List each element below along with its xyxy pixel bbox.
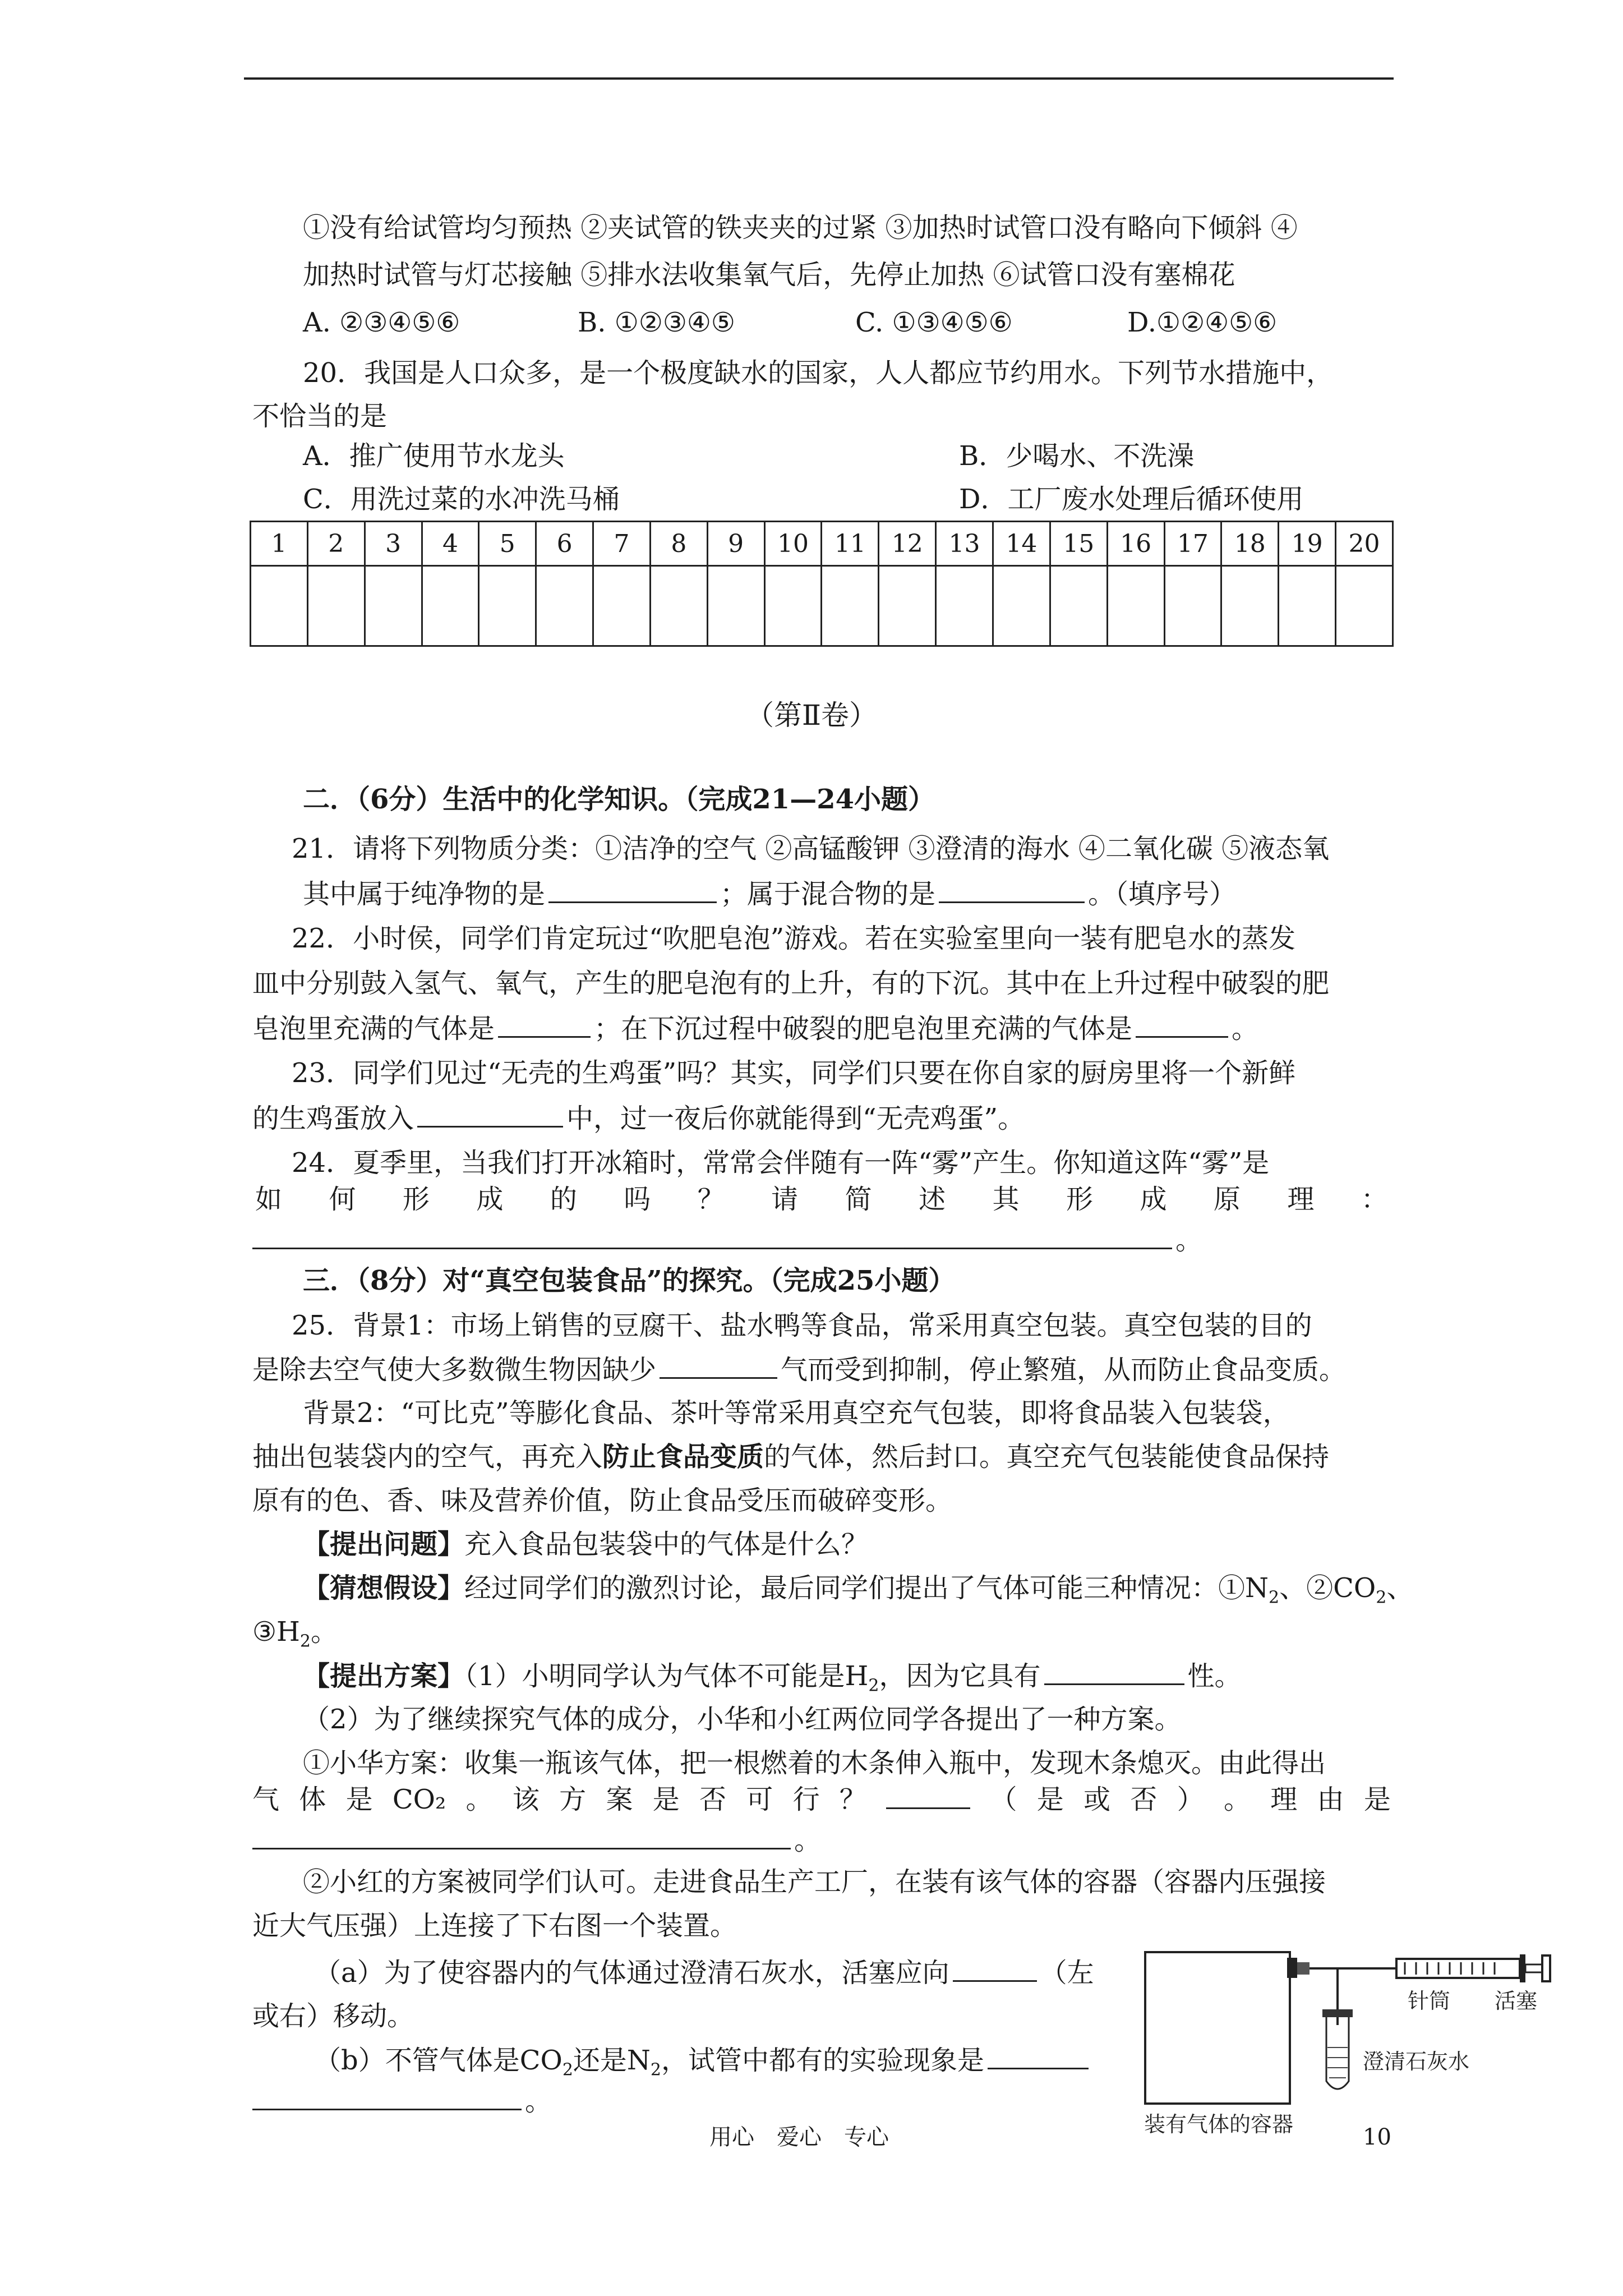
- answer-col-header: 7: [593, 522, 651, 566]
- qa-line2: 或右）移动。: [252, 2000, 414, 2032]
- answer-table-header-row: [251, 522, 1393, 566]
- answer-cell[interactable]: [1164, 566, 1221, 646]
- xiaohua-blank-reason[interactable]: [252, 1823, 791, 1849]
- qa-line1: （a）为了使容器内的气体通过澄清石灰水，活塞应向 （左: [314, 1955, 1094, 1990]
- answer-cell[interactable]: [993, 566, 1050, 646]
- q20-option-a: A．推广使用节水龙头: [303, 440, 565, 472]
- footer-motto: 用心 爱心 专心: [709, 2124, 889, 2150]
- answer-col-header: 3: [365, 522, 422, 566]
- q24-line2: 如 何 形 成 的 吗 ？ 请 简 述 其 形 成 原 理 ：: [255, 1184, 1388, 1215]
- q21-line1: 21．请将下列物质分类：①洁净的空气 ②高锰酸钾 ③澄清的海水 ④二氧化碳 ⑤液态氧: [292, 833, 1330, 864]
- answer-col-header: 15: [1050, 522, 1107, 566]
- syringe-label: 针筒: [1408, 1989, 1451, 2013]
- syringe-plunger-rod: [1525, 1964, 1542, 1972]
- q20-option-d: D．工厂废水处理后循环使用: [959, 484, 1304, 515]
- answer-col-header: 13: [936, 522, 993, 566]
- part2-title: （第Ⅱ卷）: [746, 699, 877, 731]
- apparatus-diagram: [1144, 1947, 1559, 2137]
- q19-option-c: C. ①③④⑤⑥: [855, 307, 1013, 338]
- q20-line1: 20．我国是人口众多，是一个极度缺水的国家，人人都应节约用水。下列节水措施中，: [303, 357, 1334, 389]
- q22-line3: 皂泡里充满的气体是 ；在下沉过程中破裂的肥皂泡里充满的气体是 。: [252, 1011, 1258, 1046]
- hypothesis-line2: $③H_2$。: [252, 1616, 338, 1651]
- bg1-line2: 是除去空气使大多数微生物因缺少 气而受到抑制，停止繁殖，从而防止食品变质。: [252, 1352, 1346, 1387]
- q22-blank-rising[interactable]: [498, 1011, 591, 1038]
- answer-col-header: 16: [1107, 522, 1164, 566]
- q24-line1: 24．夏季里，当我们打开冰箱时，常常会伴随有一阵“雾”产生。你知道这阵“雾”是: [292, 1147, 1270, 1179]
- qb-line2: 。: [252, 2084, 552, 2118]
- q19-option-a: A. ②③④⑤⑥: [303, 307, 460, 338]
- qa-blank-direction[interactable]: [953, 1955, 1037, 1982]
- answer-cell[interactable]: [479, 566, 536, 646]
- container-label: 装有气体的容器: [1144, 2112, 1294, 2137]
- answer-cell[interactable]: [650, 566, 707, 646]
- section3-title: 三．（8分）对“真空包装食品”的探究。（完成25小题）: [303, 1265, 956, 1296]
- q19-line2: 加热时试管与灯芯接触 ⑤排水法收集氧气后，先停止加热 ⑥试管口没有塞棉花: [303, 259, 1235, 291]
- answer-col-header: 18: [1221, 522, 1279, 566]
- answer-col-header: 10: [764, 522, 822, 566]
- answer-col-header: 19: [1279, 522, 1336, 566]
- xiaohua-line3: 。: [252, 1823, 821, 1857]
- q19-option-d: D.①②④⑤⑥: [1127, 307, 1278, 338]
- answer-table-blank-row: [251, 566, 1393, 646]
- limewater-lines: [1327, 2047, 1348, 2078]
- xiaohong-line1: ②小红的方案被同学们认可。走进食品生产工厂，在装有该气体的容器（容器内压强接: [303, 1866, 1326, 1898]
- answer-cell[interactable]: [536, 566, 593, 646]
- syringe-scale: [1405, 1962, 1495, 1975]
- q22-line2: 皿中分别鼓入氢气、氧气，产生的肥皂泡有的上升，有的下沉。其中在上升过程中破裂的肥: [252, 968, 1330, 999]
- answer-cell[interactable]: [1050, 566, 1107, 646]
- answer-col-header: 1: [251, 522, 308, 566]
- bg2-line3: 原有的色、香、味及营养价值，防止食品受压而破碎变形。: [252, 1485, 953, 1516]
- test-tube-stopper: [1322, 2009, 1353, 2017]
- answer-cell[interactable]: [764, 566, 822, 646]
- q20-line2: 不恰当的是: [252, 401, 388, 432]
- q23-line2: 的生鸡蛋放入 中，过一夜后你就能得到“无壳鸡蛋”。: [252, 1101, 1025, 1135]
- xiaohua-blank-yesno[interactable]: [886, 1783, 970, 1809]
- answer-cell[interactable]: [1336, 566, 1393, 646]
- answer-col-header: 5: [479, 522, 536, 566]
- qb-blank-part2[interactable]: [252, 2084, 522, 2110]
- answer-cell[interactable]: [365, 566, 422, 646]
- page-number: 10: [1363, 2124, 1391, 2150]
- answer-col-header: 11: [822, 522, 879, 566]
- answer-col-header: 8: [650, 522, 707, 566]
- gas-container: [1145, 1952, 1290, 2104]
- q20-option-c: C．用洗过菜的水冲洗马桶: [303, 484, 620, 515]
- q21-blank-pure[interactable]: [548, 877, 717, 903]
- bg2-line1: 背景2：“可比克”等膨化食品、茶叶等常采用真空充气包装，即将食品装入包装袋，: [303, 1397, 1290, 1429]
- answer-col-header: 2: [307, 522, 365, 566]
- answer-cell[interactable]: [307, 566, 365, 646]
- q22-line1: 22．小时侯，同学们肯定玩过“吹肥皂泡”游戏。若在实验室里向一装有肥皂水的蒸发: [292, 923, 1296, 954]
- q23-blank[interactable]: [417, 1101, 563, 1128]
- qb-line1: （b）不管气体是$CO_2$还是$N_2$，试管中都有的实验现象是: [314, 2043, 1092, 2087]
- answer-cell[interactable]: [1221, 566, 1279, 646]
- container-stopper: [1297, 1962, 1310, 1975]
- q24-blank-answer[interactable]: [252, 1223, 1172, 1249]
- answer-cell[interactable]: [593, 566, 651, 646]
- answer-cell[interactable]: [707, 566, 764, 646]
- answer-col-header: 17: [1164, 522, 1221, 566]
- answer-cell[interactable]: [1279, 566, 1336, 646]
- header-rule: [244, 77, 1394, 80]
- q21-blank-mixed[interactable]: [939, 877, 1085, 903]
- answer-cell[interactable]: [1107, 566, 1164, 646]
- bg1-blank[interactable]: [660, 1352, 777, 1379]
- container-valve: [1287, 1958, 1297, 1978]
- section2-title: 二．（6分）生活中的化学知识。（完成21—24小题）: [303, 784, 935, 815]
- answer-col-header: 12: [879, 522, 936, 566]
- plan-line2: （2）为了继续探究气体的成分，小华和小红两位同学各提出了一种方案。: [303, 1704, 1182, 1735]
- hypothesis-line1: 【猜想假设】经过同学们的激烈讨论，最后同学们提出了气体可能三种情况：$①N_2$、$②CO_2$、: [303, 1572, 1414, 1608]
- answer-col-header: 4: [422, 522, 479, 566]
- syringe-piston: [1542, 1955, 1550, 1981]
- q20-option-b: B．少喝水、不洗澡: [959, 440, 1195, 472]
- xiaohong-line2: 近大气压强）上连接了下右图一个装置。: [252, 1910, 737, 1941]
- q23-line1: 23．同学们见过“无壳的生鸡蛋”吗？其实，同学们只要在你自家的厨房里将一个新鲜: [292, 1057, 1296, 1089]
- answer-cell[interactable]: [822, 566, 879, 646]
- plan-blank[interactable]: [1044, 1659, 1184, 1685]
- xiaohua-line2: 气 体 是 CO₂ 。 该 方 案 是 否 可 行 ？ （ 是 或 否 ） 。 理 由 是: [252, 1784, 1391, 1815]
- answer-col-header: 9: [707, 522, 764, 566]
- xiaohua-line1: ①小华方案：收集一瓶该气体，把一根燃着的木条伸入瓶中，发现木条熄灭。由此得出: [303, 1747, 1326, 1779]
- ask-question: 【提出问题】充入食品包装袋中的气体是什么？: [303, 1529, 869, 1560]
- answer-cell[interactable]: [422, 566, 479, 646]
- answer-col-header: 6: [536, 522, 593, 566]
- plan-line1: 【提出方案】（1）小明同学认为气体不可能是$H_2$，因为它具有 性。: [303, 1659, 1242, 1703]
- bg2-line2: 抽出包装袋内的空气，再充入防止食品变质的气体，然后封口。真空充气包装能使食品保持: [252, 1441, 1330, 1473]
- answer-col-header: 20: [1336, 522, 1393, 566]
- qb-blank-part1[interactable]: [988, 2043, 1089, 2069]
- q19-line1: ①没有给试管均匀预热 ②夹试管的铁夹夹的过紧 ③加热时试管口没有略向下倾斜 ④: [303, 212, 1298, 243]
- bg1-line1: 25．背景1：市场上销售的豆腐干、盐水鸭等食品，常采用真空包装。真空包装的目的: [292, 1310, 1312, 1341]
- q19-option-b: B. ①②③④⑤: [578, 307, 735, 338]
- q21-line2: 其中属于纯净物的是 ；属于混合物的是 。（填序号）: [303, 877, 1236, 911]
- answer-table: [250, 521, 1394, 647]
- piston-label: 活塞: [1495, 1989, 1538, 2013]
- q22-blank-sinking[interactable]: [1136, 1011, 1228, 1038]
- answer-cell[interactable]: [251, 566, 308, 646]
- limewater-label: 澄清石灰水: [1363, 2049, 1470, 2074]
- q24-line3: 。: [252, 1223, 1202, 1257]
- answer-col-header: 14: [993, 522, 1050, 566]
- answer-cell[interactable]: [879, 566, 936, 646]
- syringe-barrel: [1396, 1959, 1520, 1978]
- answer-cell[interactable]: [936, 566, 993, 646]
